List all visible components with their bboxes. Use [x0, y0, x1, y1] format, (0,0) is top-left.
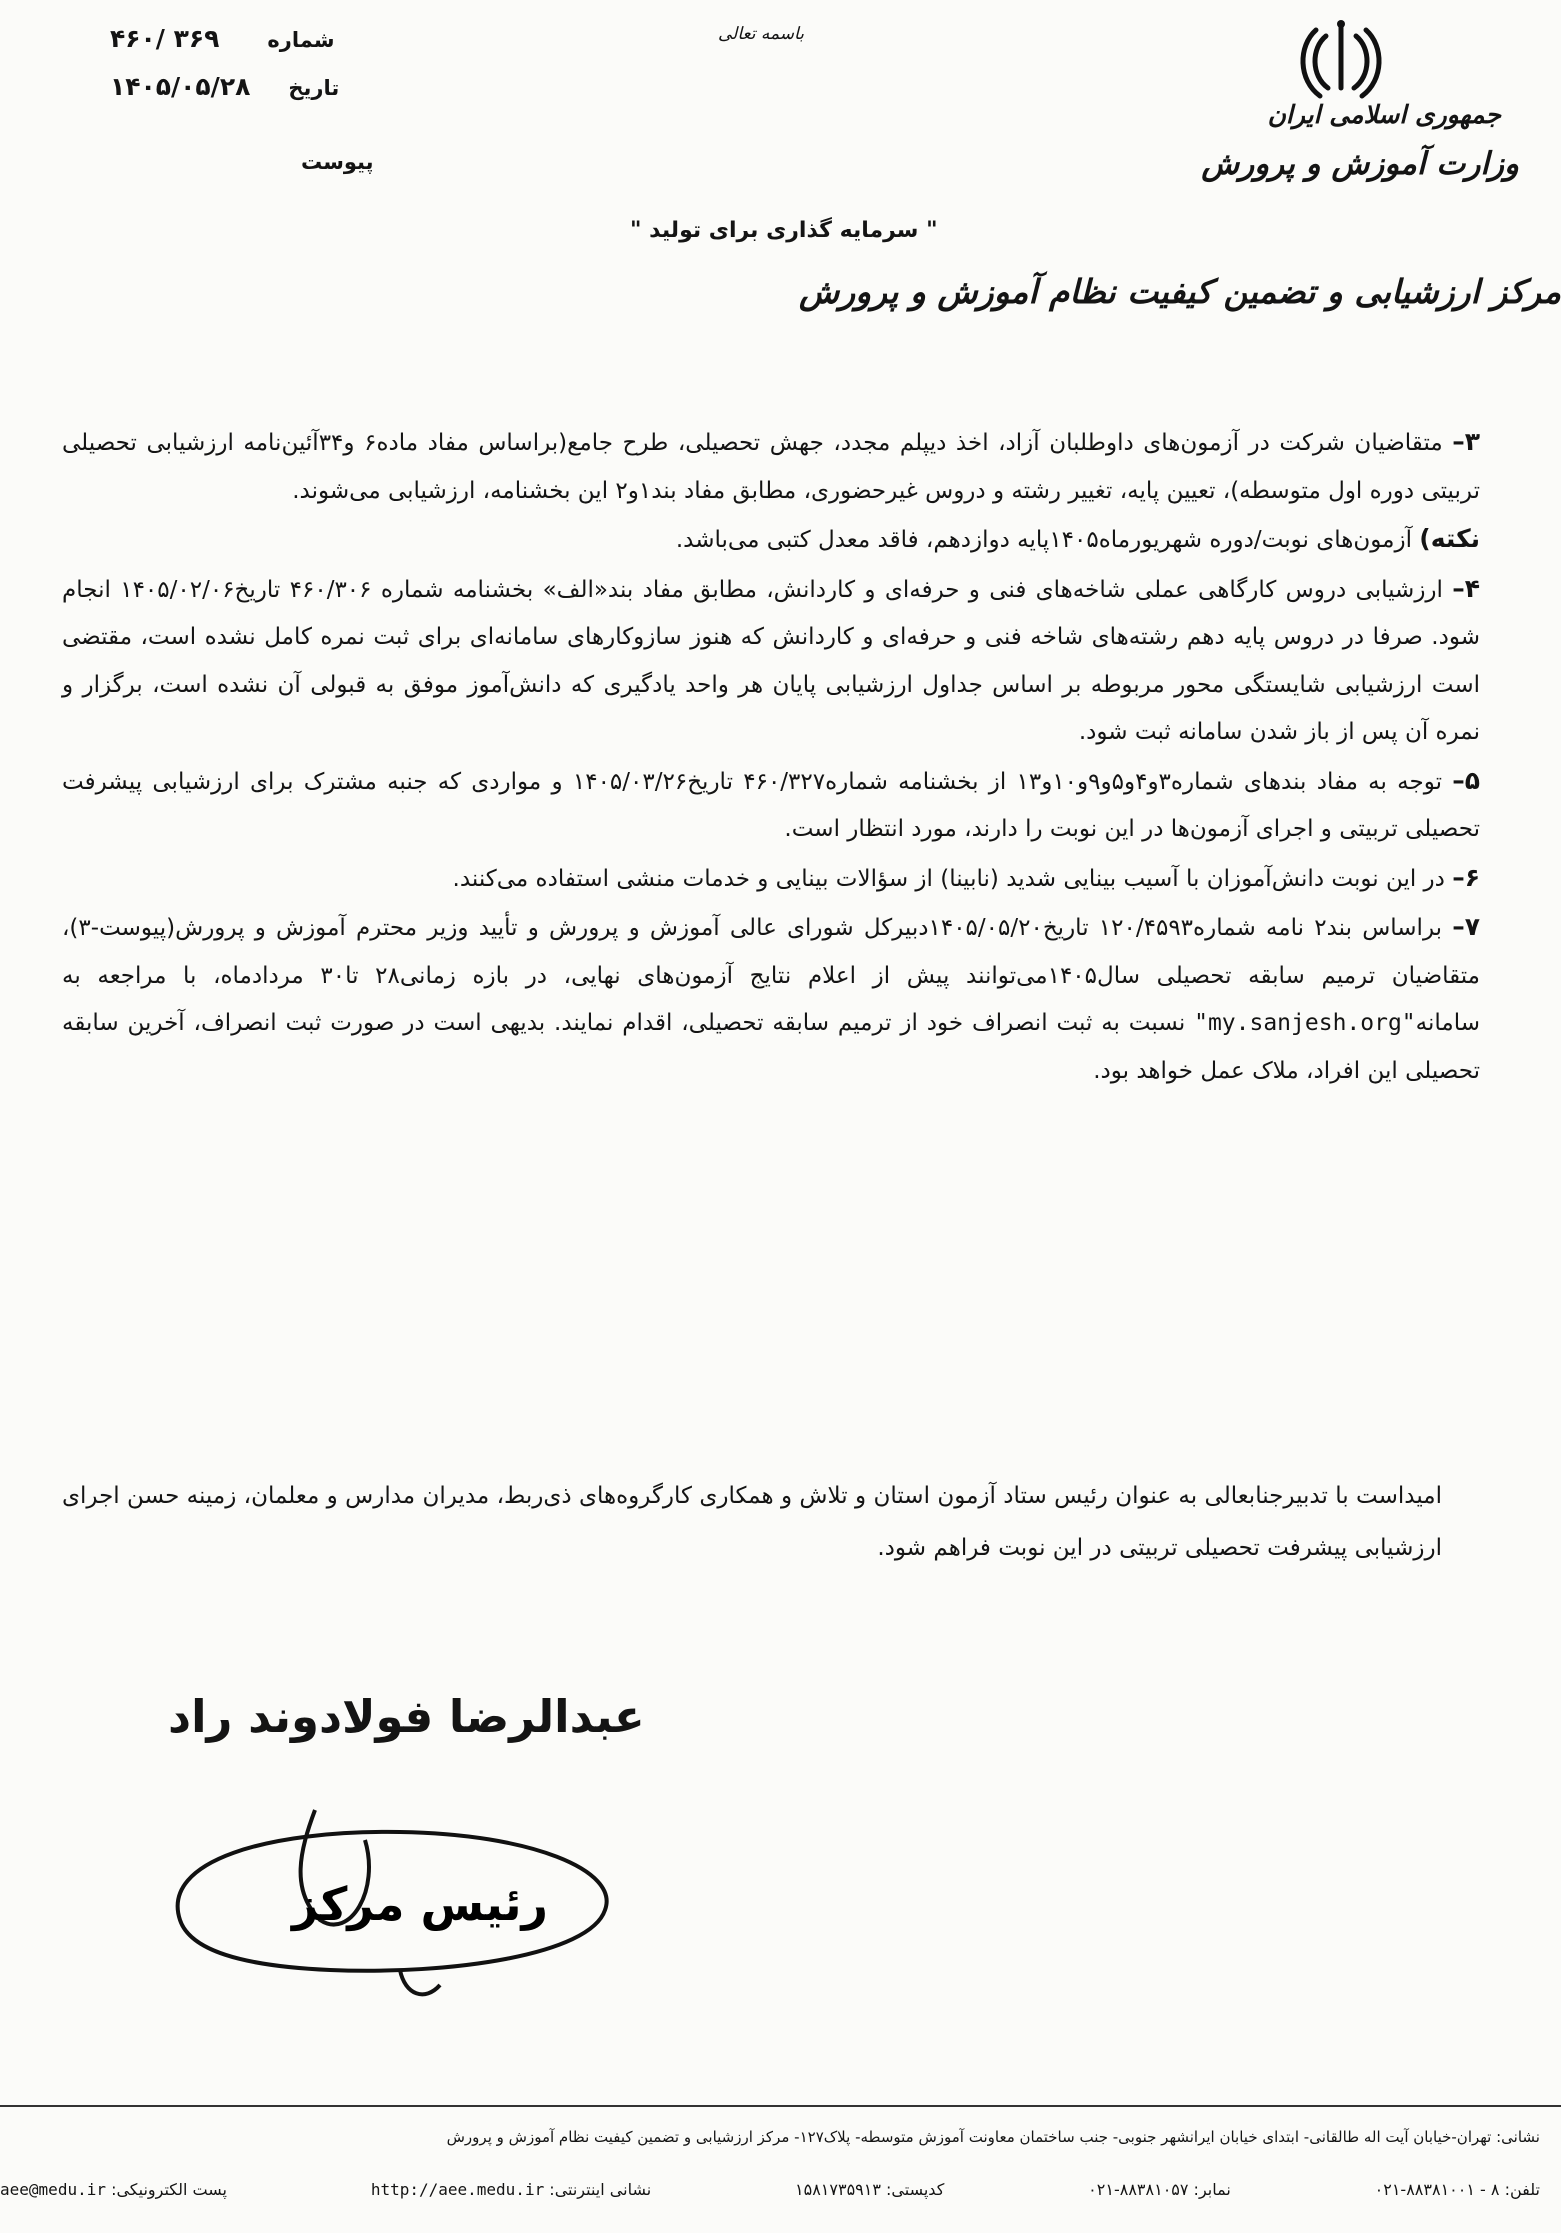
letter-number: ۴۶۰/ ۳۶۹ [110, 24, 220, 53]
item-3: ۳– متقاضیان شرکت در آزمون‌های داوطلبان آزاد، اخذ دیپلم مجدد، جهش تحصیلی، طرح جامع(براساس مفاد ماده۶ و۳۴آئین‌نامه ارزشیابی تحصیلی تربیتی دوره اول متوسطه)، تعیین پایه، تغییر رشته و دروس غیرحضوری، مطابق مفاد بند۱و۲ این بخشنامه، ارزشیابی می‌شوند. [62, 427, 1481, 504]
footer-website-link[interactable]: http://aee.medu.ir [370, 2180, 545, 2199]
item-6: ۶– در این نوبت دانش‌آموزان با آسیب بینایی شدید (نابینا) از سؤالات بینایی و خدمات منشی استفاده می‌کنند. [452, 862, 1480, 892]
footer-contacts [0, 2180, 1540, 2199]
letter-body [62, 418, 1480, 1095]
footer-divider [0, 2105, 1561, 2107]
note: نکته) آزمون‌های نوبت/دوره شهریورماه۱۴۰۵پایه دوازدهم، فاقد معدل کتبی می‌باشد. [675, 524, 1480, 553]
item-4: ۴– ارزشیابی دروس کارگاهی عملی شاخه‌های فنی و حرفه‌ای و کاردانش، مطابق مفاد بند«الف» بخشنامه شماره ۴۶۰/۳۰۶ تاریخ۱۴۰۵/۰۲/۰۶ انجام شود. صرفا در دروس پایه دهم رشته‌های شاخه فنی و حرفه‌ای و کاردانش که هنوز سازوکارهای سامانه‌ای برای ثبت نمره کامل نشده است، مقتضی است ارزشیابی شایستگی محور مربوطه بر اساس جداول ارزشیابی پایان هر واحد یادگیری که دانش‌آموز موفق به قبولی آن نشده است، برگزار و نمره آن پس از باز شدن سامانه ثبت شود. [62, 573, 1481, 745]
sanjesh-link[interactable]: "my.sanjesh.org" [1194, 1010, 1416, 1036]
ministry-line1: جمهوری اسلامی ایران [1267, 100, 1501, 129]
signer-name: عبدالرضا فولادوند راد [168, 1690, 645, 1743]
letter-date-row [110, 72, 339, 101]
slogan: " سرمایه گذاری برای تولید " [630, 218, 938, 243]
closing-paragraph: امیداست با تدبیرجنابعالی به عنوان رئیس ستاد آزمون استان و تلاش و همکاری کارگروه‌های ذی‌ربط، مدیران مدارس و معلمان، زمینه حسن اجرای ارزشیابی پیشرفت تحصیلی تربیتی در این نوبت فراهم شود. [62, 1483, 1442, 1561]
ministry-line2: وزارت آموزش و پرورش [1201, 146, 1519, 182]
attachment-label: پیوست [301, 150, 374, 174]
item-5: ۵– توجه به مفاد بندهای شماره۳و۴و۵و۹و۱۰و۱۳ از بخشنامه شماره۴۶۰/۳۲۷ تاریخ۱۴۰۵/۰۳/۲۶ و مواردی که جنبه مشترک برای ارزشیابی پیشرفت تحصیلی تربیتی و اجرای آزمون‌ها در این نوبت را دارند، مورد انتظار است. [62, 765, 1481, 842]
basmala: باسمه تعالی [718, 24, 804, 44]
footer-postal: کدپستی: ۱۵۸۱۷۳۵۹۱۳ [795, 2180, 945, 2199]
letter-number-label: شماره [267, 28, 335, 52]
signature-title: رئیس مرکز [291, 1877, 549, 1931]
iran-emblem-icon [1296, 18, 1386, 100]
footer-email-group: پست الکترونیکی: aee@medu.ir [0, 2180, 227, 2199]
letter-date: ۱۴۰۵/۰۵/۲۸ [110, 72, 251, 101]
signature-stamp [150, 1770, 650, 2020]
letter-date-label: تاریخ [288, 76, 340, 100]
center-name: مرکز ارزشیابی و تضمین کیفیت نظام آموزش و پرورش [798, 272, 1561, 311]
footer-email-link[interactable]: aee@medu.ir [0, 2180, 106, 2199]
footer-fax: نمابر: ۸۸۳۸۱۰۵۷-۰۲۱ [1088, 2180, 1231, 2199]
item-7: ۷– براساس بند۲ نامه شماره۱۲۰/۴۵۹۳ تاریخ۱۴۰۵/۰۵/۲۰دبیرکل شورای عالی آموزش و پرورش و تأیید وزیر محترم آموزش و پرورش(پیوست-۳)، متقاضیان ترمیم سابقه تحصیلی سال۱۴۰۵می‌توانند پیش از اعلام نتایج آزمون‌های نهایی، در بازه زمانی۲۸ تا۳۰ مردادماه، با مراجعه به سامانه"my.sanjesh.org" نسبت به ثبت انصراف خود از ترمیم سابقه تحصیلی، اقدام نمایند. بدیهی است در صورت ثبت انصراف، آخرین سابقه تحصیلی این افراد، ملاک عمل خواهد بود. [62, 912, 1481, 1084]
attachment-row [283, 150, 374, 174]
footer-address: نشانی: تهران-خیابان آیت اله طالقانی- ابتدای خیابان ایرانشهر جنوبی- جنب ساختمان معاونت آموزش متوسطه- پلاک۱۲۷- مرکز ارزشیابی و تضمین کیفیت نظام آموزش و پرورش [446, 2128, 1540, 2146]
letter-number-row [110, 24, 335, 53]
footer-phone: تلفن: ۸ - ۸۸۳۸۱۰۰۱-۰۲۱ [1374, 2180, 1540, 2199]
footer-website-group: نشانی اینترنتی: http://aee.medu.ir [370, 2180, 652, 2199]
